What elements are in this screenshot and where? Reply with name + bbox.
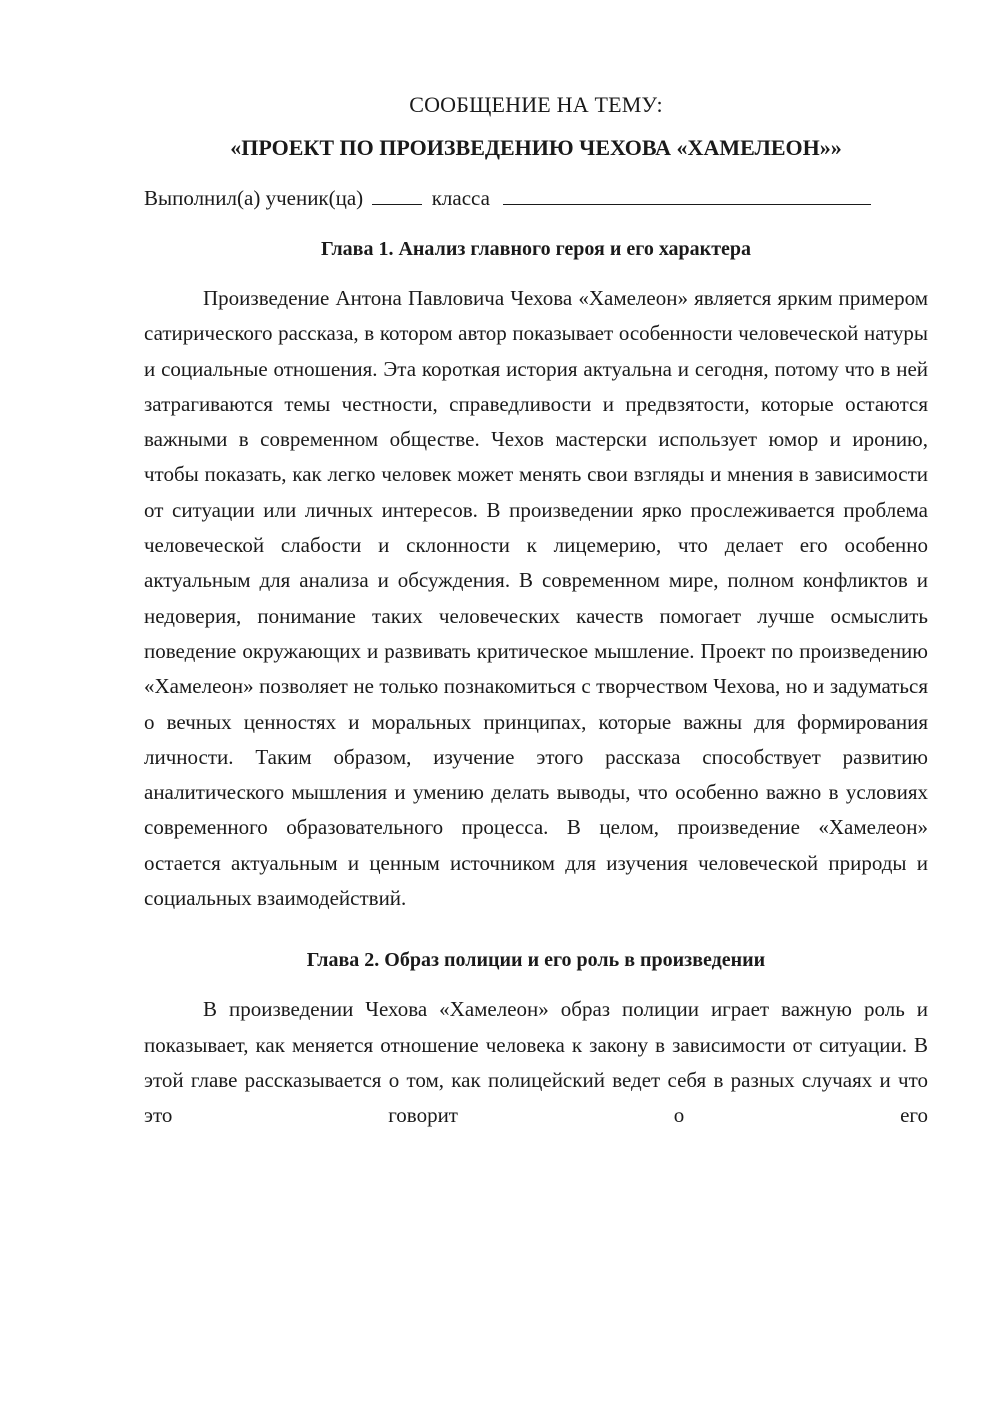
document-topic-title: «ПРОЕКТ ПО ПРОИЗВЕДЕНИЮ ЧЕХОВА «ХАМЕЛЕОН»» [230,135,842,160]
chapter-2-title: Глава 2. Образ полиции и его роль в произведении [306,949,766,972]
name-blank [503,184,871,205]
chapter-1-title: Глава 1. Анализ главного героя и его характера [320,238,752,260]
document-heading: СООБЩЕНИЕ НА ТЕМУ: [409,92,663,117]
chapter-1-paragraph: Произведение Антона Павловича Чехова «Хамелеон» является ярким примером сатирического рассказа, в котором автор показывает особенности человеческой натуры и социальные отношения. Эта короткая история актуальна и сегодня, потому что в ней затрагиваются темы честности, справедливости и предвзятости, которые остаются важными в современном обществе. Чехов мастерски использует юмор и иронию, чтобы показать, как легко человек может менять свои взгляды и мнения в зависимости от ситуации или личных интересов. В произведении ярко прослеживается проблема человеческой слабости и склонности к лицемерию, что делает его особенно актуальным для анализа и обсуждения. В современном мире, полном конфликтов и недоверия, понимание таких человеческих качеств помогает лучше осмыслить поведение окружающих и развивать критическое мышление. Проект по произведению «Хамелеон» позволяет не только познакомиться с творчеством Чехова, но и задуматься о вечных ценностях и моральных принципах, которые важны для формирования личности. Таким образом, изучение этого рассказа способствует развитию аналитического мышления и умению делать выводы, что особенно важно в условиях современного образовательного процесса. В целом, произведение «Хамелеон» остается актуальным и ценным источником для изучения человеческой природы и социальных взаимодействий. [144,286,928,911]
author-label: Выполнил(а) ученик(ца) [144,186,364,210]
grade-blank [372,184,422,205]
document-page [144,90,928,1134]
class-label: класса [431,186,490,210]
author-line [144,183,928,213]
chapter-2-paragraph: В произведении Чехова «Хамелеон» образ полиции играет важную роль и показывает, как меняется отношение человека к закону в зависимости от ситуации. В этой главе рассказывается о том, как полицейский ведет себя в разных случаях и что это говорит о его [144,997,928,1128]
